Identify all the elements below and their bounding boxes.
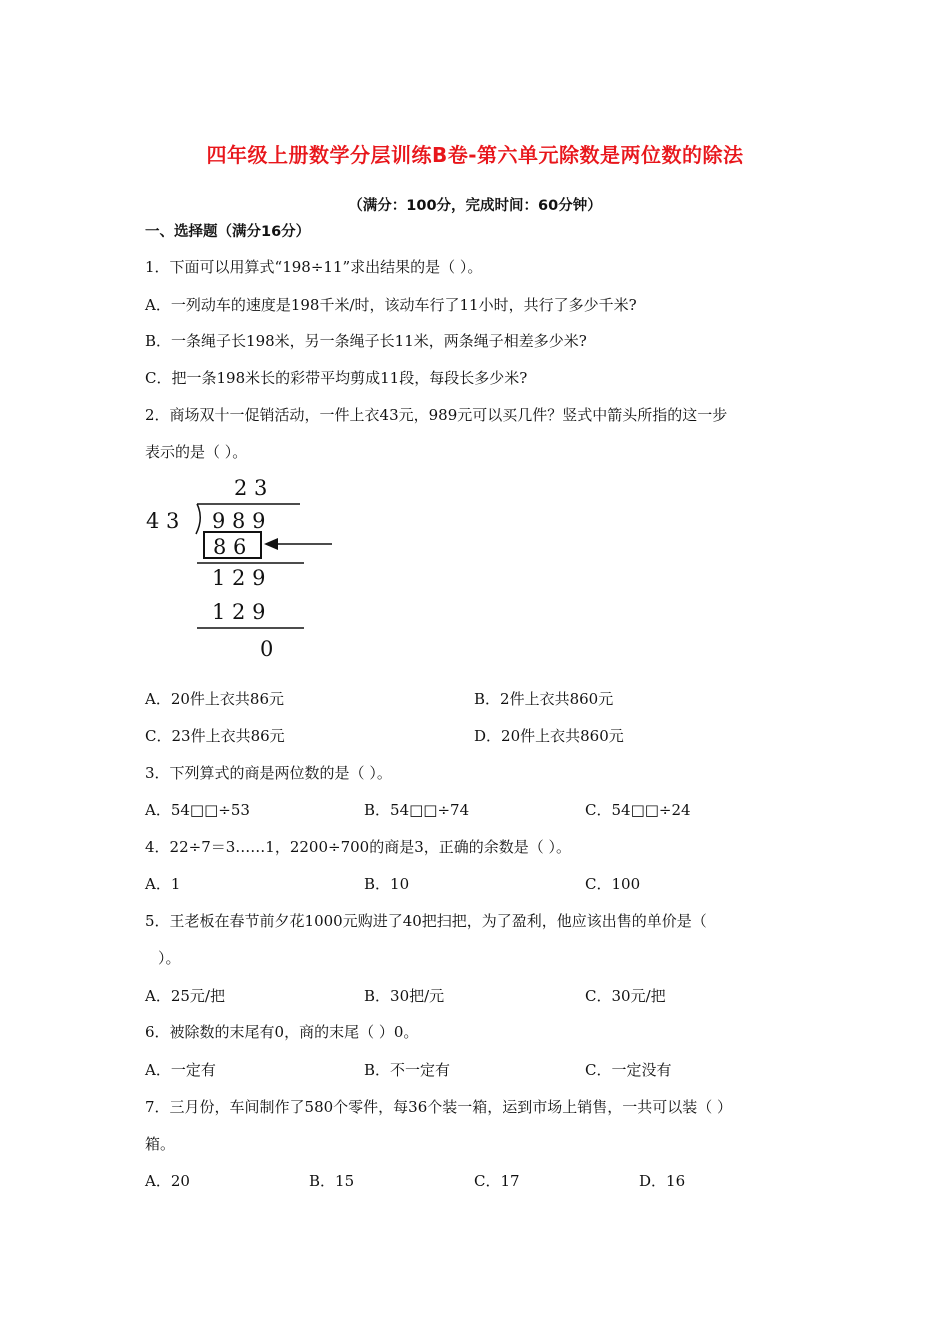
question-1-option-c: C．把一条198米长的彩带平均剪成11段，每段长多少米? <box>145 369 528 387</box>
question-4-option-a: A．1 <box>145 875 181 893</box>
question-1-option-b: B．一条绳子长198米，另一条绳子长11米，两条绳子相差多少米? <box>145 332 587 350</box>
division-quotient: 2 3 <box>234 476 268 500</box>
question-5-stem: 5．王老板在春节前夕花1000元购进了40把扫把，为了盈利，他应该出售的单价是（ <box>145 912 707 930</box>
question-5-option-c: C．30元/把 <box>585 987 666 1005</box>
question-1-option-a: A．一列动车的速度是198千米/时，该动车行了11小时，共行了多少千米? <box>145 296 637 314</box>
section-heading: 一、选择题（满分16分） <box>145 224 311 240</box>
long-division-figure <box>140 470 340 670</box>
question-5-option-a: A．25元/把 <box>145 987 225 1005</box>
question-3-option-a: A．54□□÷53 <box>145 801 250 819</box>
arrow-head-icon <box>264 538 278 550</box>
question-7-option-b: B．15 <box>309 1172 355 1190</box>
question-2-option-d: D．20件上衣共860元 <box>474 727 624 745</box>
page-title: 四年级上册数学分层训练B卷-第六单元除数是两位数的除法 <box>206 143 744 167</box>
question-7-option-a: A．20 <box>145 1172 190 1190</box>
question-3-option-b: B．54□□÷74 <box>364 801 470 819</box>
division-step-86: 8 6 <box>213 535 247 559</box>
question-7-option-d: D．16 <box>639 1172 686 1190</box>
question-4-option-b: B．10 <box>364 875 410 893</box>
question-3-stem: 3．下列算式的商是两位数的是（ ）。 <box>145 764 392 782</box>
question-6-option-a: A．一定有 <box>145 1061 216 1079</box>
question-2-option-c: C．23件上衣共86元 <box>145 727 285 745</box>
question-5-option-b: B．30把/元 <box>364 987 445 1005</box>
question-5-stem-continued: ）。 <box>158 949 181 967</box>
question-4-option-c: C．100 <box>585 875 641 893</box>
question-2-stem: 2．商场双十一促销活动，一件上衣43元，989元可以买几件？竖式中箭头所指的这一步 <box>145 406 728 424</box>
question-4-stem: 4．22÷7＝3……1，2200÷700的商是3，正确的余数是（ ）。 <box>145 838 572 856</box>
division-step-129-subtract: 1 2 9 <box>212 600 266 624</box>
question-6-option-c: C．一定没有 <box>585 1061 672 1079</box>
question-2-option-a: A．20件上衣共86元 <box>145 690 285 708</box>
division-divisor: 4 3 <box>146 509 180 533</box>
division-dividend: 9 8 9 <box>212 509 266 533</box>
question-2-option-b: B．2件上衣共860元 <box>474 690 614 708</box>
question-7-stem-continued: 箱。 <box>145 1135 176 1153</box>
question-7-stem: 7．三月份，车间制作了580个零件，每36个装一箱，运到市场上销售，一共可以装（ ） <box>145 1098 733 1116</box>
question-1-stem: 1．下面可以用算式“198÷11”求出结果的是（ ）。 <box>145 258 483 276</box>
division-step-129: 1 2 9 <box>212 566 266 590</box>
question-3-option-c: C．54□□÷24 <box>585 801 691 819</box>
question-7-option-c: C．17 <box>474 1172 520 1190</box>
exam-info: （满分：100分，完成时间：60分钟） <box>348 198 602 214</box>
question-6-stem: 6．被除数的末尾有0，商的末尾（ ）0。 <box>145 1023 419 1041</box>
question-6-option-b: B．不一定有 <box>364 1061 451 1079</box>
division-remainder: 0 <box>260 637 274 661</box>
question-2-stem-continued: 表示的是（ ）。 <box>145 443 248 461</box>
